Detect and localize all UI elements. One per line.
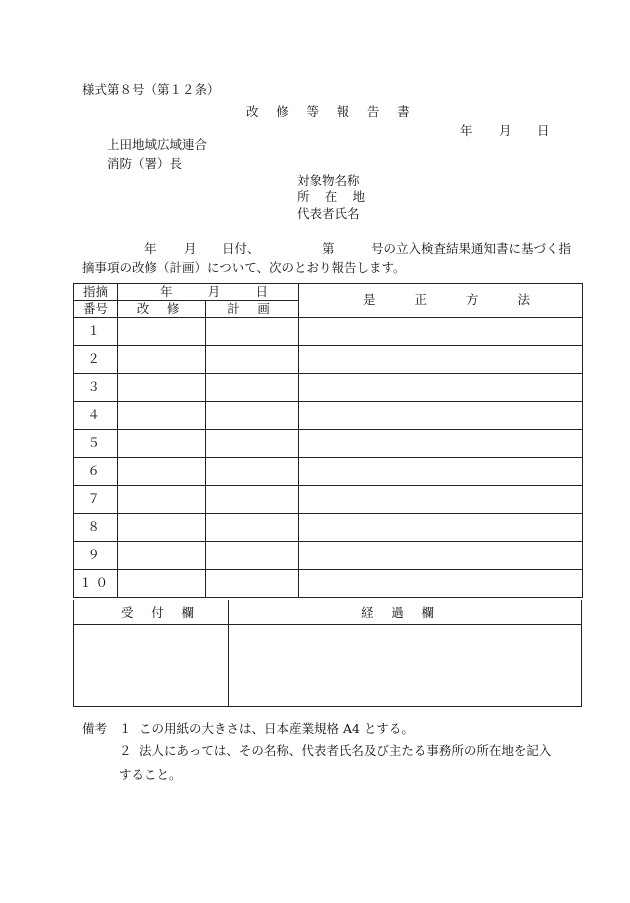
form-number: 様式第８号（第１２条）	[82, 82, 220, 97]
body-rest: 号の立入検査結果通知書に基づく指	[371, 241, 572, 256]
table-row	[74, 374, 583, 402]
method-cell[interactable]	[299, 346, 583, 374]
plan-cell[interactable]	[206, 346, 299, 374]
date-header-month: 月	[207, 283, 221, 299]
date-year: 年	[460, 123, 473, 138]
method-cell[interactable]	[299, 458, 583, 486]
reception-header-line	[74, 624, 581, 625]
method-cell[interactable]	[299, 374, 583, 402]
table-row	[74, 486, 583, 514]
row-number: ６	[74, 458, 118, 486]
note-2-number: ２	[119, 743, 132, 758]
document-title: 改 修 等 報 告 書	[246, 104, 417, 119]
repair-cell[interactable]	[118, 486, 206, 514]
table-row	[74, 458, 583, 486]
addressee-line2: 消防（署）長	[107, 156, 183, 171]
body-line2: 摘事項の改修（計画）について、次のとおり報告します。	[82, 260, 406, 275]
plan-cell[interactable]	[206, 486, 299, 514]
method-cell[interactable]	[299, 318, 583, 346]
plan-cell[interactable]	[206, 374, 299, 402]
row-number: １０	[74, 570, 118, 598]
method-char-4: 法	[517, 292, 530, 308]
row-number: ９	[74, 542, 118, 570]
table-row	[74, 430, 583, 458]
note-2-continuation: すること。	[119, 767, 182, 782]
table-row	[74, 542, 583, 570]
method-char-3: 方	[465, 292, 479, 308]
plan-cell[interactable]	[206, 458, 299, 486]
date-month: 月	[499, 123, 512, 138]
row-number: ８	[74, 514, 118, 542]
col-repair-header: 改 修	[118, 301, 206, 318]
note-1-text: この用紙の大きさは、日本産業規格 A4 とする。	[139, 721, 414, 736]
repair-cell[interactable]	[118, 402, 206, 430]
plan-cell[interactable]	[206, 542, 299, 570]
col-plan-header: 計 画	[206, 301, 299, 318]
row-number: １	[74, 318, 118, 346]
method-char-1: 是	[363, 292, 376, 308]
repair-cell[interactable]	[118, 542, 206, 570]
date-header-year: 年	[160, 283, 173, 299]
row-number: ２	[74, 346, 118, 374]
table-row	[74, 346, 583, 374]
method-char-2: 正	[414, 292, 428, 308]
repair-cell[interactable]	[118, 514, 206, 542]
receipt-area[interactable]	[75, 626, 227, 705]
note-1-number: １	[119, 721, 132, 736]
repair-cell[interactable]	[118, 570, 206, 598]
row-number: ３	[74, 374, 118, 402]
plan-cell[interactable]	[206, 430, 299, 458]
col-index-bottom: 番号	[74, 301, 118, 318]
body-year: 年	[144, 241, 157, 256]
table-row	[74, 318, 583, 346]
reporter-object-name: 対象物名称	[297, 173, 360, 188]
table-row	[74, 402, 583, 430]
reporter-representative: 代表者氏名	[297, 206, 360, 221]
table-row	[74, 514, 583, 542]
notes-label: 備考	[82, 721, 108, 736]
body-month: 月	[184, 241, 197, 256]
col-index-top: 指摘	[74, 284, 118, 301]
date-day: 日	[537, 123, 550, 138]
method-cell[interactable]	[299, 570, 583, 598]
addressee-line1: 上田地域広域連合	[107, 137, 208, 152]
plan-cell[interactable]	[206, 402, 299, 430]
row-number: ５	[74, 430, 118, 458]
note-2-text: 法人にあっては、その名称、代表者氏名及び主たる事務所の所在地を記入	[139, 743, 552, 758]
date-header-day: 日	[255, 283, 269, 299]
reporter-address: 所 在 地	[297, 189, 371, 204]
method-cell[interactable]	[299, 430, 583, 458]
repair-cell[interactable]	[118, 430, 206, 458]
body-dai: 第	[322, 241, 335, 256]
col-method-header	[299, 284, 583, 318]
reception-divider	[228, 600, 229, 706]
method-cell[interactable]	[299, 402, 583, 430]
reception-box	[73, 600, 582, 707]
table-row	[74, 570, 583, 598]
row-number: ４	[74, 402, 118, 430]
plan-cell[interactable]	[206, 318, 299, 346]
plan-cell[interactable]	[206, 514, 299, 542]
repair-cell[interactable]	[118, 318, 206, 346]
receipt-label: 受 付 欄	[121, 605, 201, 620]
progress-area[interactable]	[230, 626, 580, 705]
progress-label: 経 過 欄	[361, 605, 441, 620]
method-cell[interactable]	[299, 486, 583, 514]
plan-cell[interactable]	[206, 570, 299, 598]
row-number: ７	[74, 486, 118, 514]
repair-cell[interactable]	[118, 374, 206, 402]
repair-cell[interactable]	[118, 458, 206, 486]
body-day: 日付、	[222, 241, 260, 256]
repair-cell[interactable]	[118, 346, 206, 374]
date-header	[118, 284, 299, 301]
method-cell[interactable]	[299, 514, 583, 542]
improvement-table	[73, 283, 583, 598]
method-cell[interactable]	[299, 542, 583, 570]
